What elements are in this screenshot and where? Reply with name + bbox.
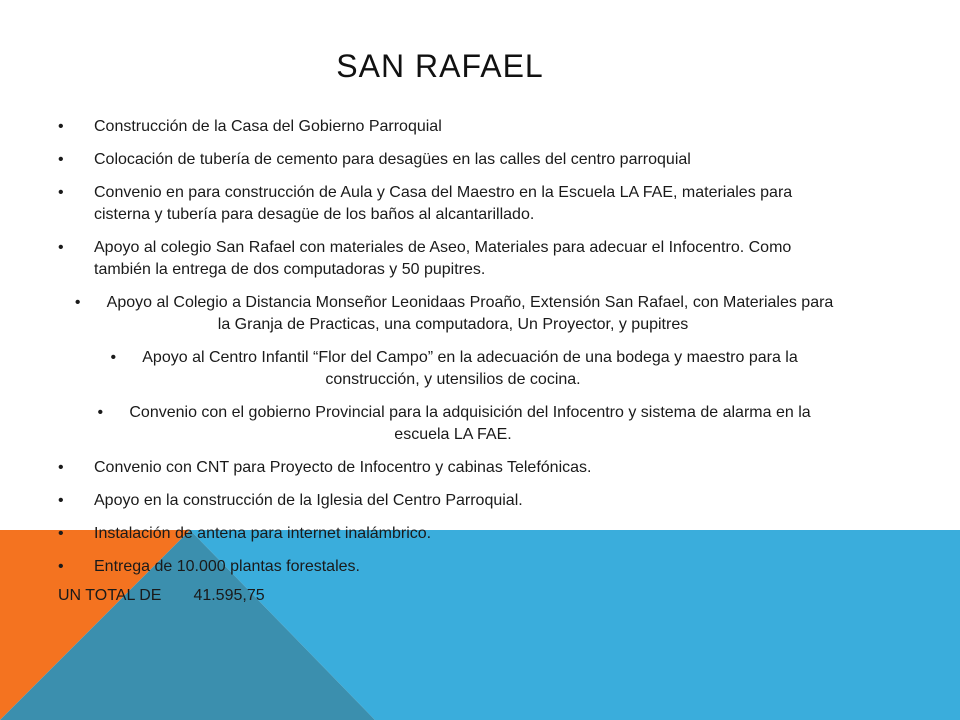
bullet-item [58,149,848,171]
bullet-icon: • [110,349,117,366]
bullet-text: Instalación de antena para internet inalámbrico. [94,525,432,542]
bullet-icon: • [58,184,64,201]
bullet-text: Apoyo al colegio San Rafael con materiales de Aseo, Materiales para adecuar el Infocentro. Como también la entrega de dos computadoras y 50 pupitres. [94,239,792,278]
bullet-text: Construcción de la Casa del Gobierno Parroquial [94,118,442,135]
bullet-text: Apoyo al Colegio a Distancia Monseñor Leonidaas Proaño, Extensión San Rafael, con Materiales para la Granja de Practicas, una computadora, Un Proyector, y pupitres [106,294,834,333]
bullet-text: Apoyo al Centro Infantil “Flor del Campo” en la adecuación de una bodega y maestro para la construcción, y utensilios de cocina. [142,349,798,388]
bullet-item [58,292,848,336]
bullet-item [58,116,848,138]
bullet-item [58,237,848,281]
slide-title: SAN RAFAEL [336,48,544,84]
total-line [58,585,848,607]
bullet-icon: • [58,151,64,168]
bullet-item [58,556,848,578]
bullet-icon: • [58,525,64,542]
bullet-item [58,490,848,512]
bullet-icon: • [97,404,104,421]
bullet-item [58,347,848,391]
total-value: 41.595,75 [193,587,265,604]
bullet-item [58,523,848,545]
bullet-icon: • [58,239,64,256]
bullet-icon: • [58,558,64,575]
bullet-text: Convenio con el gobierno Provincial para la adquisición del Infocentro y sistema de alarma en la escuela LA FAE. [129,404,811,443]
bullet-icon: • [58,118,64,135]
bullet-text: Convenio en para construcción de Aula y Casa del Maestro en la Escuela LA FAE, materiales para cisterna y tubería para desagüe de los baños al alcantarillado. [94,184,793,223]
slide-content [58,116,848,607]
bullet-icon: • [58,492,64,509]
bullet-text: Convenio con CNT para Proyecto de Infocentro y cabinas Telefónicas. [94,459,592,476]
bullet-item [58,402,848,446]
bullet-icon: • [74,294,81,311]
total-label: UN TOTAL DE [58,587,162,604]
bullet-icon: • [58,459,64,476]
bullet-list [58,116,848,578]
bullet-text: Colocación de tubería de cemento para desagües en las calles del centro parroquial [94,151,691,168]
bullet-item [58,457,848,479]
bullet-item [58,182,848,226]
bullet-text: Entrega de 10.000 plantas forestales. [94,558,360,575]
bullet-text: Apoyo en la construcción de la Iglesia del Centro Parroquial. [94,492,523,509]
